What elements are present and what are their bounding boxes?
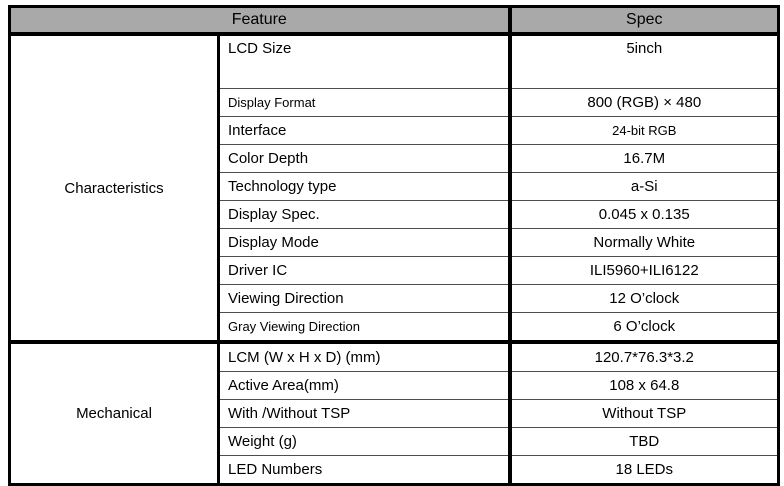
feature-cell: With /Without TSP: [219, 400, 510, 428]
spec-cell: 5inch: [510, 34, 779, 89]
spec-cell: Normally White: [510, 229, 779, 257]
header-row: [10, 7, 779, 35]
feature-cell: Technology type: [219, 173, 510, 201]
spec-cell: TBD: [510, 428, 779, 456]
feature-cell: Display Spec.: [219, 201, 510, 229]
feature-cell: Color Depth: [219, 145, 510, 173]
feature-cell: Gray Viewing Direction: [219, 313, 510, 343]
spec-cell: 24-bit RGB: [510, 117, 779, 145]
feature-cell: Viewing Direction: [219, 285, 510, 313]
spec-cell: a-Si: [510, 173, 779, 201]
feature-cell: Display Format: [219, 89, 510, 117]
spec-cell: 18 LEDs: [510, 456, 779, 485]
feature-cell: Active Area(mm): [219, 372, 510, 400]
spec-table: [8, 5, 780, 486]
spec-cell: 12 O’clock: [510, 285, 779, 313]
feature-cell: LCD Size: [219, 34, 510, 89]
feature-cell: Display Mode: [219, 229, 510, 257]
table-row: [10, 342, 779, 372]
feature-cell: LCM (W x H x D) (mm): [219, 342, 510, 372]
spec-cell: 0.045 x 0.135: [510, 201, 779, 229]
spec-cell: Without TSP: [510, 400, 779, 428]
feature-cell: LED Numbers: [219, 456, 510, 485]
section-category: Characteristics: [10, 34, 219, 342]
feature-cell: Weight (g): [219, 428, 510, 456]
spec-cell: ILI5960+ILI6122: [510, 257, 779, 285]
feature-cell: Interface: [219, 117, 510, 145]
feature-cell: Driver IC: [219, 257, 510, 285]
spec-cell: 108 x 64.8: [510, 372, 779, 400]
section-category: Mechanical: [10, 342, 219, 485]
spec-cell: 16.7M: [510, 145, 779, 173]
header-spec: Spec: [510, 7, 779, 35]
header-feature: Feature: [10, 7, 510, 35]
spec-cell: 800 (RGB) × 480: [510, 89, 779, 117]
spec-cell: 6 O’clock: [510, 313, 779, 343]
spec-cell: 120.7*76.3*3.2: [510, 342, 779, 372]
table-row: [10, 34, 779, 89]
